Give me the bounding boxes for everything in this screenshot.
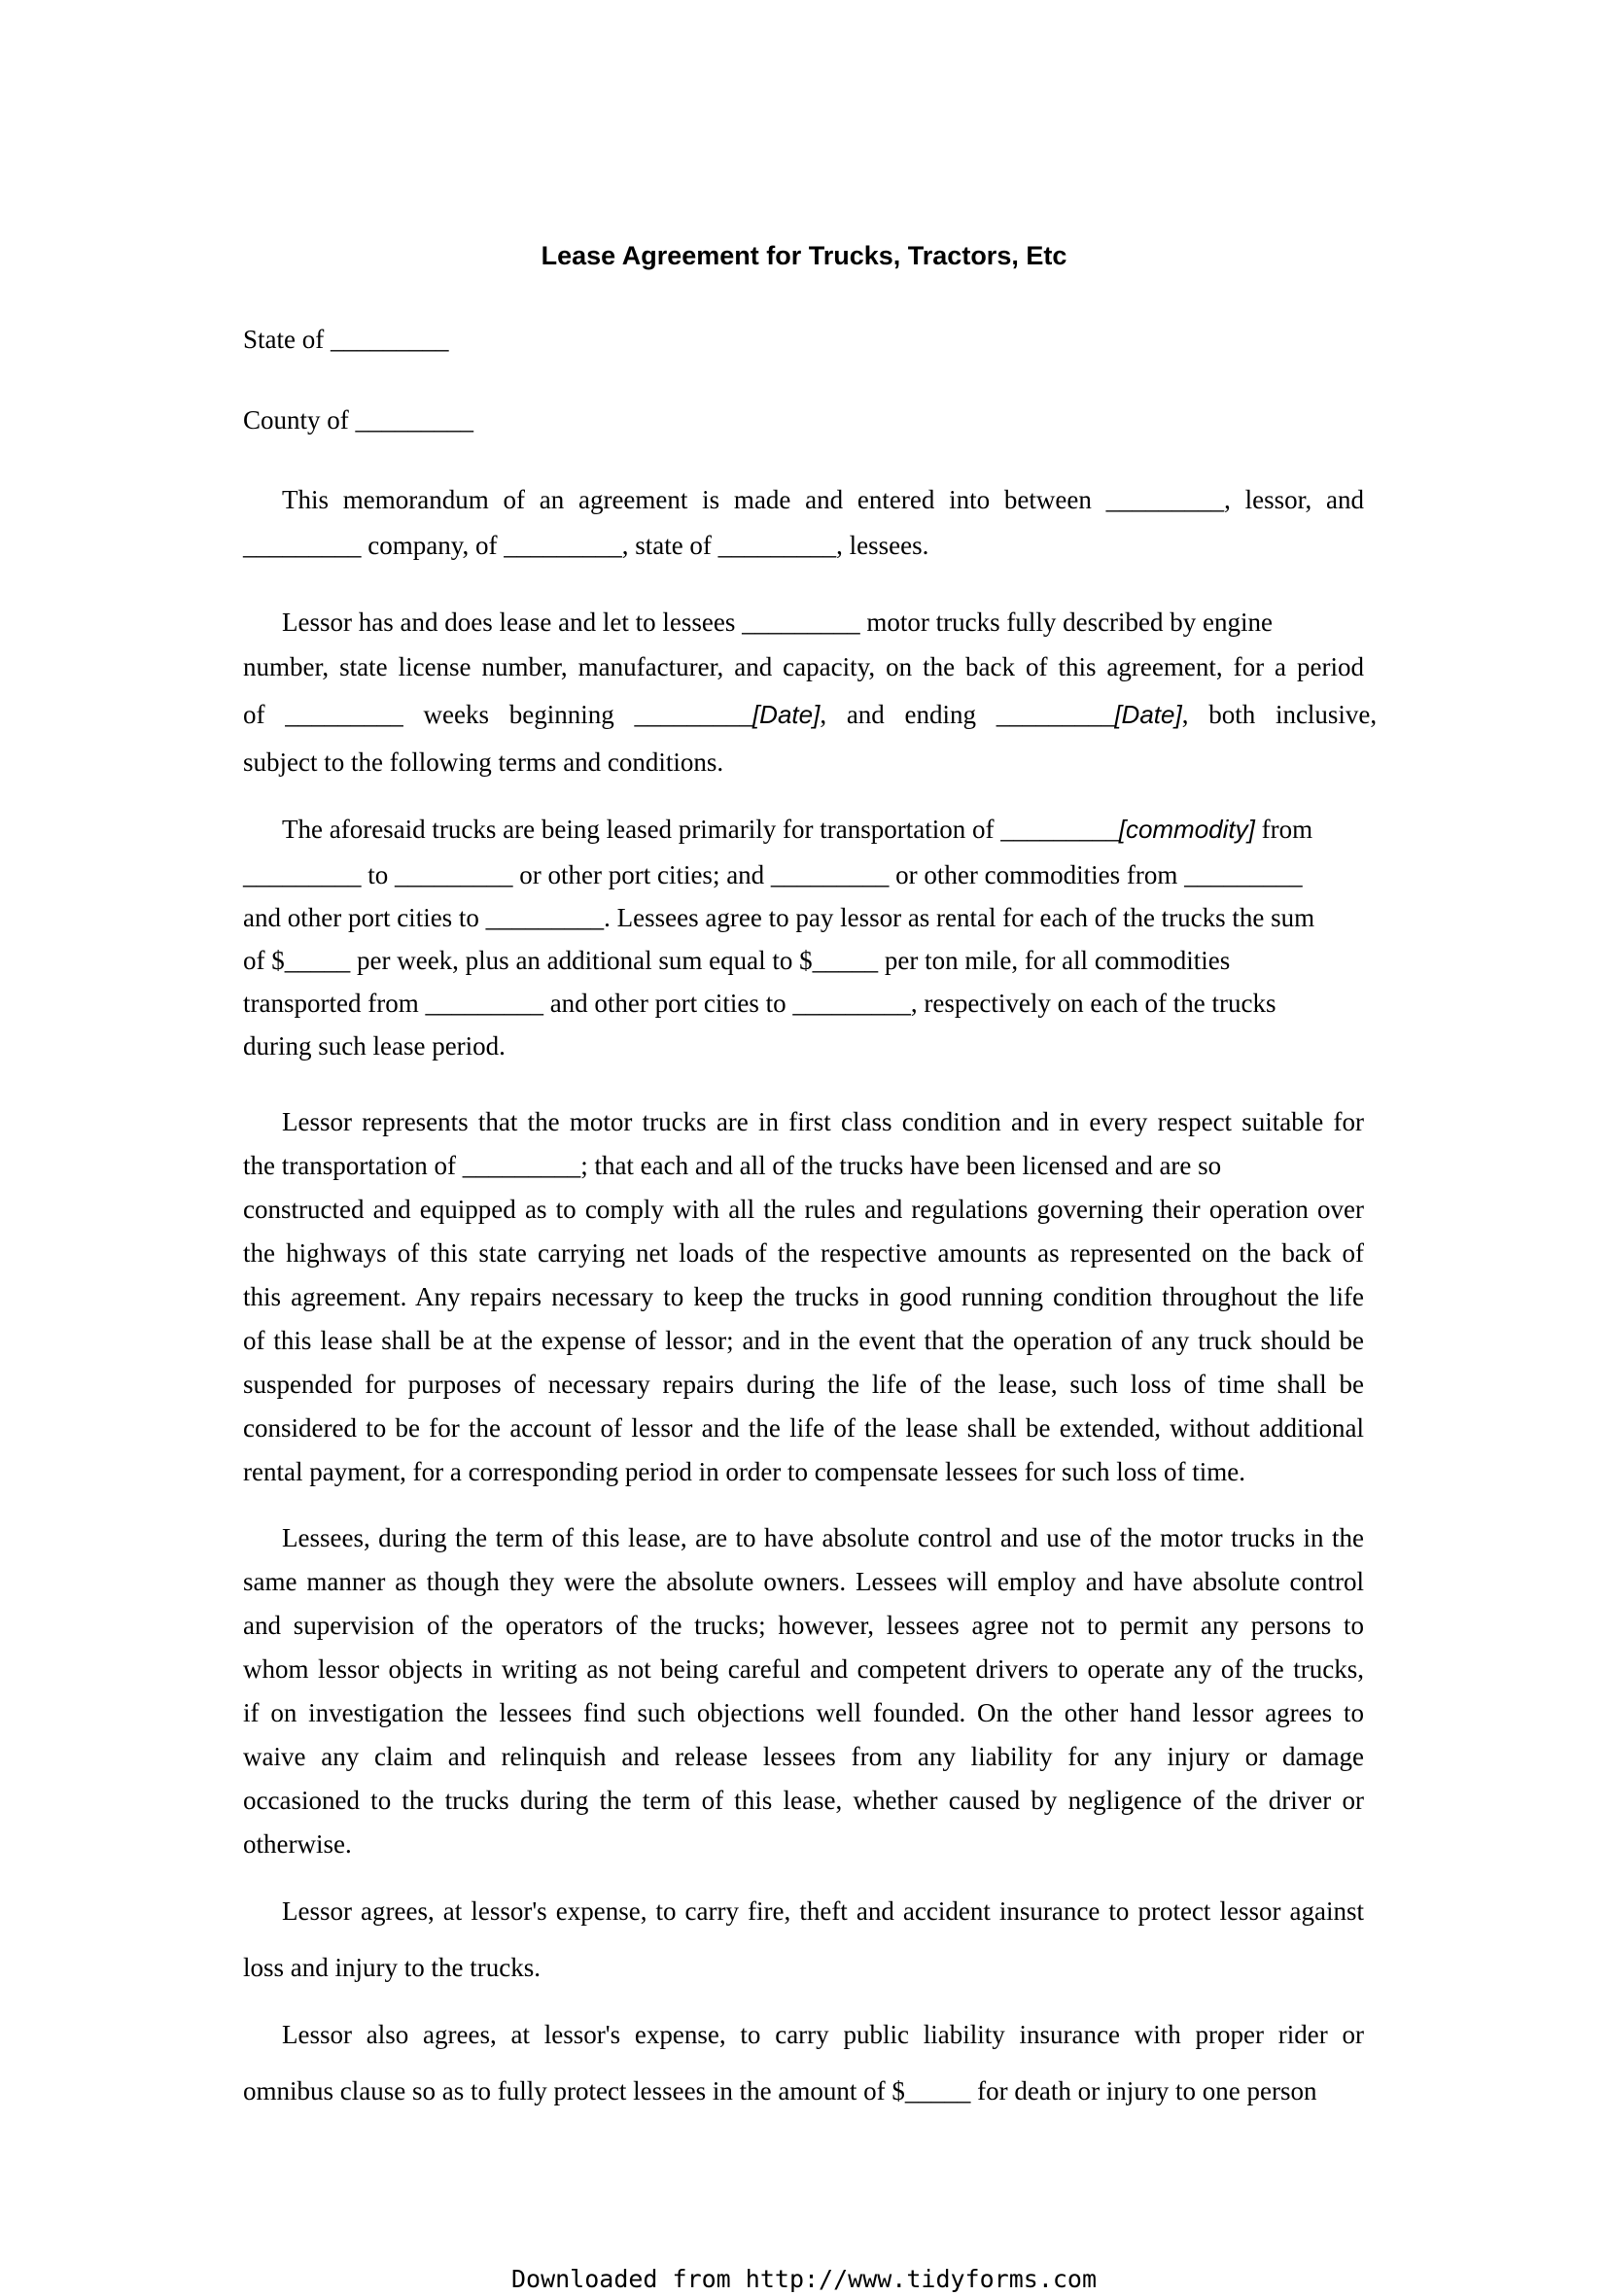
paragraph-3-line-2: _________ to _________ or other port cities; and _________ or other commodities from _________ [243, 860, 1303, 889]
date-placeholder: [Date] [752, 700, 821, 729]
paragraph-3-line-6: during such lease period. [243, 1031, 506, 1061]
paragraph-2-line-3 [243, 700, 1378, 729]
paragraph-4-line-5: this agreement. Any repairs necessary to keep the trucks in good running condition throughout the life [243, 1282, 1364, 1311]
paragraph-4-line-7: suspended for purposes of necessary repairs during the life of the lease, such loss of time shall be [243, 1370, 1364, 1399]
paragraph-4-line-4: the highways of this state carrying net loads of the respective amounts as represented on the back of [243, 1238, 1364, 1268]
download-source-footer: Downloaded from http://www.tidyforms.com [510, 2265, 1098, 2293]
paragraph-3-line-3: and other port cities to _________. Lessees agree to pay lessor as rental for each of the trucks the sum [243, 903, 1315, 932]
paragraph-2-line-3-part-a: of _________ weeks beginning _________ [243, 700, 752, 729]
paragraph-7-line-1: Lessor also agrees, at lessor's expense, to carry public liability insurance with proper rider or [282, 2020, 1364, 2049]
paragraph-5-line-4: whom lessor objects in writing as not being careful and competent drivers to operate any of the trucks, [243, 1654, 1364, 1684]
paragraph-4-line-3: constructed and equipped as to comply with all the rules and regulations governing their operation over [243, 1195, 1364, 1224]
paragraph-4-line-8: considered to be for the account of lessor and the life of the lease shall be extended, without additional [243, 1413, 1364, 1443]
paragraph-2-line-4: subject to the following terms and conditions. [243, 748, 724, 777]
paragraph-1-line-2: _________ company, of _________, state of _________, lessees. [243, 531, 929, 560]
paragraph-3-line-1-part-b: from [1254, 815, 1313, 844]
paragraph-3-line-1 [282, 817, 1312, 843]
paragraph-5-line-8: otherwise. [243, 1829, 352, 1859]
date-placeholder: [Date] [1114, 700, 1182, 729]
county-line: County of _________ [243, 405, 474, 435]
paragraph-2-line-3-part-c: , both inclusive, [1181, 700, 1378, 729]
paragraph-6-line-2: loss and injury to the trucks. [243, 1953, 541, 1982]
paragraph-3-line-1-part-a: The aforesaid trucks are being leased primarily for transportation of _________ [282, 815, 1119, 844]
document-title: Lease Agreement for Trucks, Tractors, Etc [541, 241, 1067, 270]
paragraph-2-line-1: Lessor has and does lease and let to lessees _________ motor trucks fully described by engine [282, 608, 1273, 637]
paragraph-4-line-6: of this lease shall be at the expense of lessor; and in the event that the operation of any truck should be [243, 1326, 1364, 1355]
paragraph-5-line-6: waive any claim and relinquish and release lessees from any liability for any injury or damage [243, 1742, 1364, 1771]
paragraph-4-line-1: Lessor represents that the motor trucks are in first class condition and in every respect suitable for [282, 1107, 1364, 1136]
paragraph-5-line-1: Lessees, during the term of this lease, are to have absolute control and use of the motor trucks in the [282, 1523, 1364, 1552]
paragraph-1-line-1: This memorandum of an agreement is made and entered into between _________, lessor, and [282, 485, 1364, 514]
paragraph-5-line-7: occasioned to the trucks during the term of this lease, whether caused by negligence of the driver or [243, 1786, 1364, 1815]
paragraph-2-line-2: number, state license number, manufacturer, and capacity, on the back of this agreement, for a period [243, 652, 1364, 681]
paragraph-4-line-2: the transportation of _________; that each and all of the trucks have been licensed and are so [243, 1151, 1222, 1180]
paragraph-7-line-2: omnibus clause so as to fully protect lessees in the amount of $_____ for death or injury to one person [243, 2076, 1317, 2105]
paragraph-2-line-3-part-b: , and ending _________ [820, 700, 1115, 729]
paragraph-5-line-2: same manner as though they were the absolute owners. Lessees will employ and have absolute control [243, 1567, 1364, 1596]
paragraph-3-line-5: transported from _________ and other port cities to _________, respectively on each of the trucks [243, 989, 1276, 1018]
state-line: State of _________ [243, 325, 449, 354]
paragraph-6-line-1: Lessor agrees, at lessor's expense, to carry fire, theft and accident insurance to protect lessor against [282, 1896, 1364, 1926]
commodity-placeholder: [commodity] [1118, 815, 1255, 844]
paragraph-5-line-5: if on investigation the lessees find such objections well founded. On the other hand lessor agrees to [243, 1698, 1364, 1727]
paragraph-4-line-9: rental payment, for a corresponding period in order to compensate lessees for such loss of time. [243, 1457, 1245, 1486]
paragraph-5-line-3: and supervision of the operators of the trucks; however, lessees agree not to permit any persons to [243, 1611, 1364, 1640]
paragraph-3-line-4: of $_____ per week, plus an additional sum equal to $_____ per ton mile, for all commodities [243, 946, 1231, 975]
